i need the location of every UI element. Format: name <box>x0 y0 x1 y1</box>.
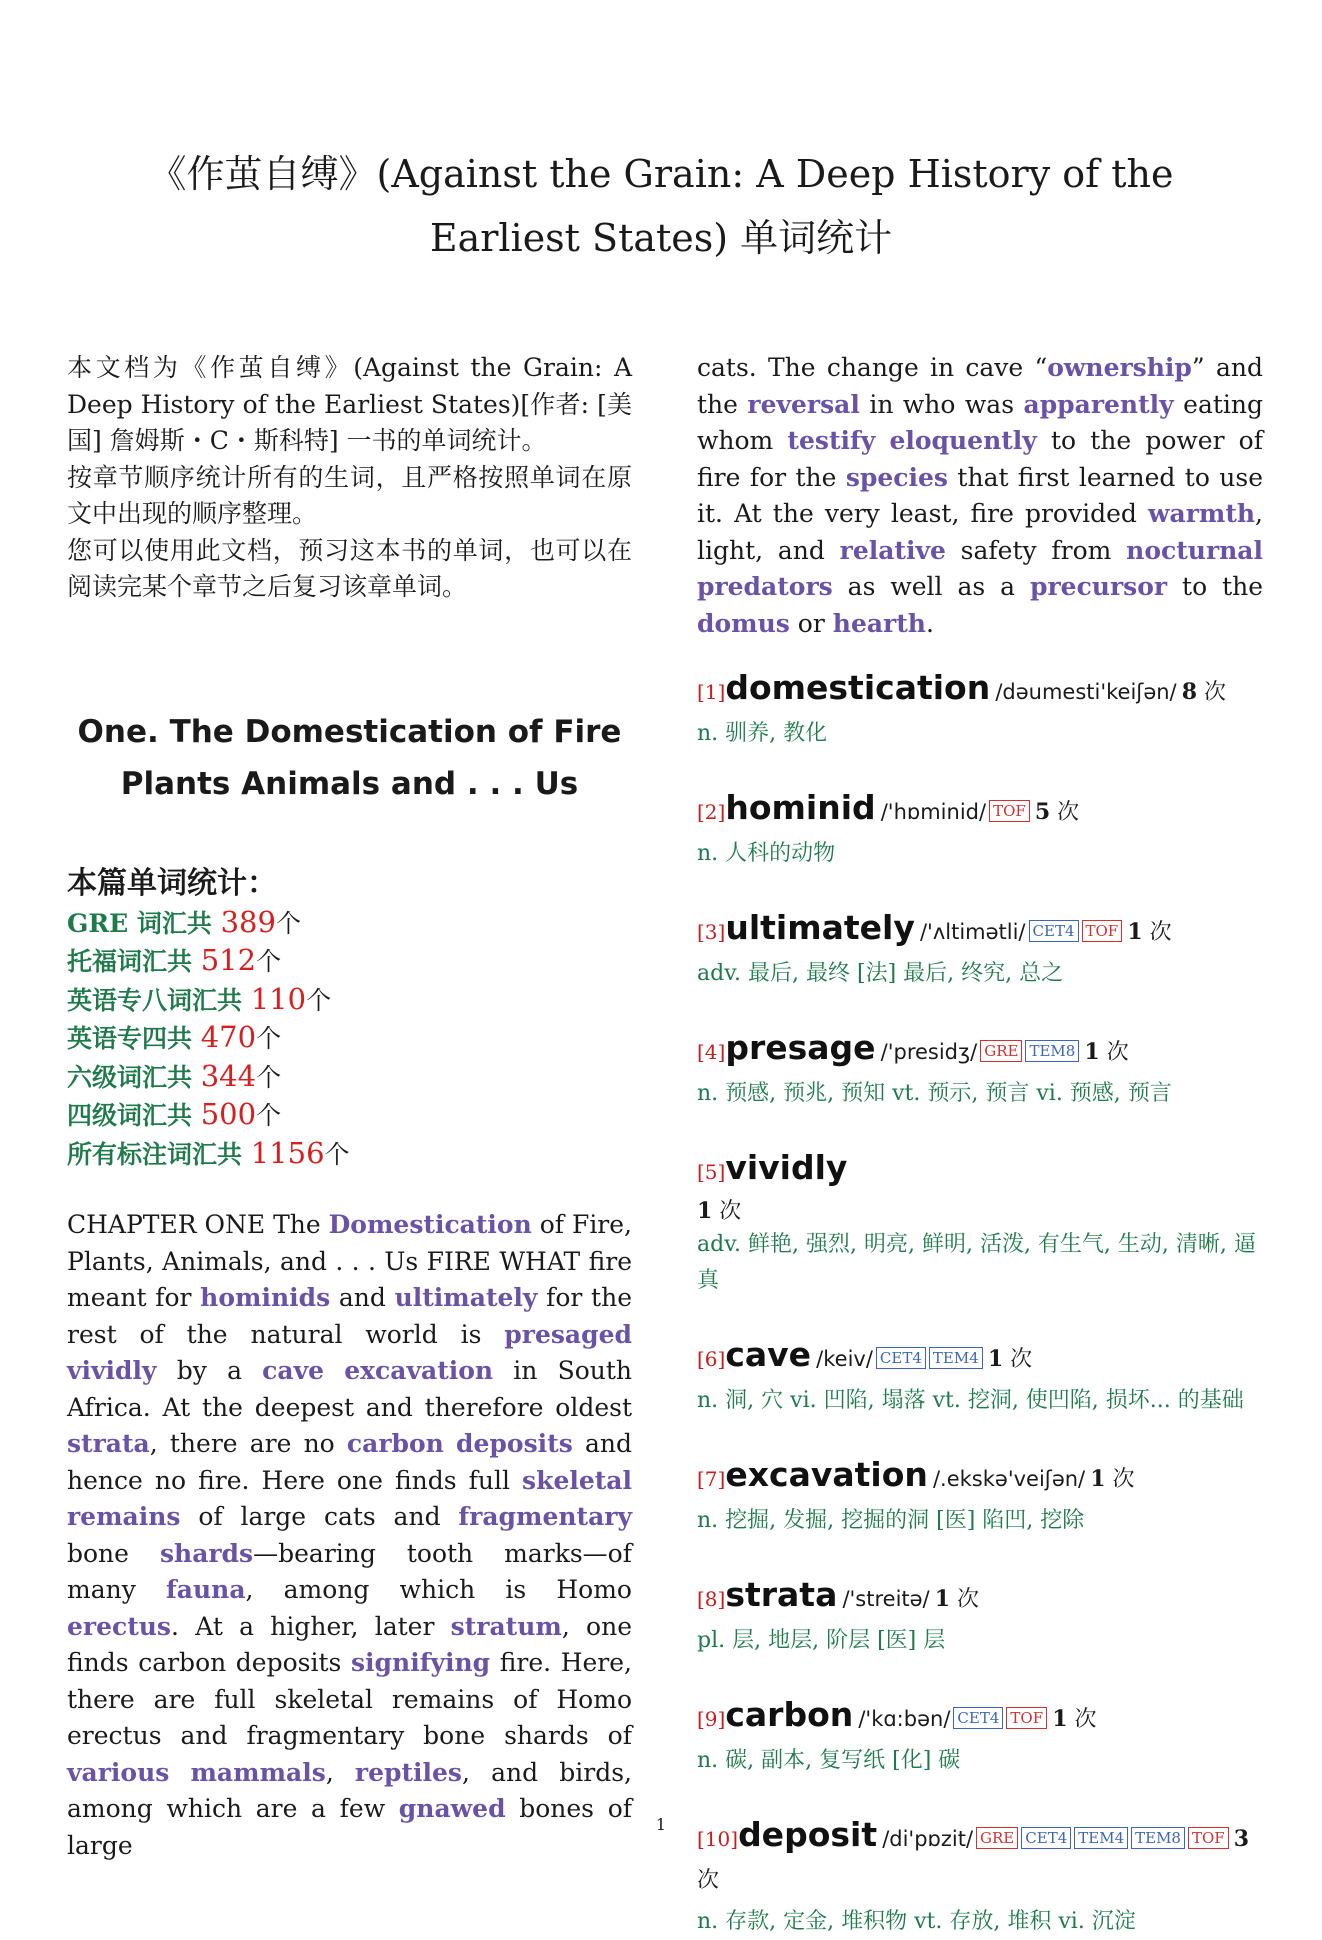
entry-pronunciation: /'hɒminid/ <box>880 800 987 824</box>
exam-tag: GRE <box>980 1040 1022 1062</box>
entry-definition: n. 碳, 副本, 复写纸 [化] 碳 <box>697 1748 961 1773</box>
stat-label: 英语专八词汇共 <box>67 985 251 1015</box>
intro-paragraph-3: 您可以使用此文档，预习这本书的单词，也可以在阅读完某个章节之后复习该章单词。 <box>67 535 632 601</box>
entry-pronunciation: /.ekskə'veiʃən/ <box>932 1467 1086 1491</box>
entry-definition: pl. 层, 地层, 阶层 [医] 层 <box>697 1628 946 1653</box>
entry-count <box>697 1194 1263 1225</box>
highlighted-word[interactable]: fragmentary <box>458 1502 632 1531</box>
stat-unit: 个 <box>256 947 282 976</box>
stat-label: 托福词汇共 <box>67 947 201 976</box>
highlighted-word[interactable]: strata <box>67 1429 150 1458</box>
entry-word: domestication <box>725 668 991 707</box>
highlighted-word[interactable]: precursor <box>1030 572 1168 601</box>
stat-row <box>67 942 632 981</box>
vocab-entry <box>697 1028 1263 1112</box>
count-value: 1 <box>1052 1706 1068 1732</box>
entry-word: carbon <box>725 1695 854 1734</box>
entry-word: cave <box>725 1335 812 1374</box>
exam-tag: TOF <box>1188 1827 1229 1849</box>
highlighted-word[interactable]: hearth <box>832 608 926 638</box>
entry-pronunciation: /dəumesti'keiʃən/ <box>995 680 1177 704</box>
highlighted-word[interactable]: signifying <box>350 1648 491 1677</box>
entry-header <box>697 1028 1263 1074</box>
highlighted-word[interactable]: hominids <box>200 1283 331 1312</box>
highlighted-word[interactable]: mammals <box>190 1757 326 1787</box>
stat-unit: 个 <box>256 1024 282 1053</box>
highlighted-word[interactable]: testify <box>787 426 876 455</box>
stat-unit: 个 <box>256 1062 282 1092</box>
highlighted-word[interactable]: remains <box>67 1502 181 1531</box>
chapter-title-line-1: One. The Domestication of Fire <box>77 713 622 750</box>
left-column <box>67 350 632 1864</box>
entry-word: deposit <box>738 1815 878 1854</box>
stat-unit: 个 <box>306 985 332 1015</box>
count-value: 5 <box>1034 799 1051 825</box>
exam-tag: TOF <box>1082 920 1123 942</box>
highlighted-word[interactable]: stratum <box>450 1611 562 1641</box>
entry-header <box>697 668 1263 714</box>
exam-tag: CET4 <box>876 1347 926 1369</box>
chapter-text-left: CHAPTER ONE The Domestication of Fire, Plants, Animals, and . . . Us FIRE WHAT fire meant for hominids and ultimately for the rest of the natural world is presaged vividly by a cave excavation in South Africa. At the deepest and therefore oldest strata, there are no carbon deposits and hence no fire. Here one finds full skeletal remains of large cats and fragmentary bone shards—bearing tooth marks—of many fauna, among which is Homo erectus. At a higher, later stratum, one finds carbon deposits signifying fire. Here, there are full skeletal remains of Homo erectus and fragmentary bone shards of various mammals, reptiles, and birds, among which are a few gnawed bones of large <box>67 1210 633 1860</box>
entry-word: ultimately <box>725 908 915 947</box>
highlighted-word[interactable]: excavation <box>344 1356 494 1385</box>
entry-index: [2] <box>697 800 726 824</box>
entry-definition: n. 存款, 定金, 堆积物 vt. 存放, 堆积 vi. 沉淀 <box>697 1909 1136 1934</box>
highlighted-word[interactable]: eloquently <box>889 426 1037 455</box>
count-unit: 次 <box>697 1868 720 1893</box>
entry-pronunciation: /'streitə/ <box>842 1587 930 1611</box>
stat-value: 110 <box>250 981 307 1016</box>
highlighted-word[interactable]: predators <box>697 572 833 601</box>
exam-tag: TOF <box>989 800 1030 822</box>
highlighted-word[interactable]: shards <box>159 1538 254 1568</box>
count-value: 3 <box>1233 1826 1250 1852</box>
entry-definition: n. 预感, 预兆, 预知 vt. 预示, 预言 vi. 预感, 预言 <box>697 1081 1172 1106</box>
entry-index: [1] <box>697 680 726 704</box>
vocab-entry <box>697 1335 1263 1419</box>
exam-tag: CET4 <box>1029 920 1079 942</box>
highlighted-word[interactable]: carbon <box>346 1429 444 1458</box>
count-unit: 次 <box>950 1587 980 1612</box>
stat-value: 512 <box>200 943 257 977</box>
count-value: 1 <box>697 1198 713 1224</box>
stat-row <box>67 1058 632 1097</box>
entry-pronunciation: /'presidʒ/ <box>880 1040 978 1064</box>
highlighted-word[interactable]: apparently <box>1023 389 1174 419</box>
stat-row <box>67 904 632 943</box>
entry-definition: adv. 鲜艳, 强烈, 明亮, 鲜明, 活泼, 有生气, 生动, 清晰, 逼真 <box>697 1232 1256 1293</box>
exam-tag: TEM8 <box>1025 1040 1079 1062</box>
stat-unit: 个 <box>256 1101 282 1130</box>
count-value: 1 <box>987 1346 1004 1372</box>
entry-index: [8] <box>697 1587 726 1611</box>
count-unit: 次 <box>1105 1467 1135 1492</box>
highlighted-word[interactable]: relative <box>839 535 946 565</box>
stat-label: 四级词汇共 <box>67 1101 201 1130</box>
highlighted-word[interactable]: Domestication <box>328 1210 532 1239</box>
highlighted-word[interactable]: cave <box>262 1356 325 1385</box>
count-unit: 次 <box>1003 1347 1033 1372</box>
stat-row <box>67 1135 632 1174</box>
stat-unit: 个 <box>275 908 301 938</box>
chapter-text-right: cats. The change in cave “ownership” and the reversal in who was apparently eating whom testify eloquently to the power of fire for the species that first learned to use it. At the very least, fire provided warmth, light, and relative safety from nocturnal predators as well as a precursor to the domus or hearth. <box>697 353 1264 638</box>
highlighted-word[interactable]: domus <box>697 608 790 638</box>
highlighted-word[interactable]: reptiles <box>354 1757 462 1787</box>
highlighted-word[interactable]: warmth <box>1147 499 1256 528</box>
stats-title: 本篇单词统计： <box>67 865 277 901</box>
entry-index: [3] <box>697 920 726 944</box>
highlighted-word[interactable]: deposits <box>456 1429 573 1458</box>
vocab-entry <box>697 788 1263 872</box>
stat-row <box>67 1019 632 1058</box>
exam-tag: CET4 <box>953 1707 1003 1729</box>
entry-header <box>697 1335 1263 1381</box>
count-unit: 次 <box>1197 680 1227 705</box>
highlighted-word[interactable]: ultimately <box>394 1283 538 1312</box>
highlighted-word[interactable]: presaged <box>504 1319 632 1349</box>
entry-index: [5] <box>697 1160 726 1184</box>
stat-unit: 个 <box>324 1139 350 1169</box>
entry-header <box>697 1575 1263 1621</box>
entry-index: [10] <box>697 1827 739 1851</box>
entry-pronunciation: /'kɑ:bən/ <box>858 1707 951 1731</box>
vocab-entry <box>697 1148 1263 1299</box>
highlighted-word[interactable]: reversal <box>747 389 860 419</box>
entry-word: excavation <box>725 1455 928 1494</box>
entry-pronunciation: /keiv/ <box>816 1347 873 1371</box>
entry-index: [7] <box>697 1467 726 1491</box>
stat-value: 1156 <box>250 1135 325 1170</box>
stat-value: 389 <box>220 904 276 939</box>
stat-label: 六级词汇共 <box>67 1062 201 1092</box>
exam-tag: TEM4 <box>1074 1827 1128 1849</box>
highlighted-word[interactable]: fauna <box>166 1575 246 1604</box>
vocab-entry <box>697 1695 1263 1779</box>
entry-header <box>697 788 1263 834</box>
exam-tag: TEM8 <box>1131 1827 1185 1849</box>
page-number: 1 <box>655 1815 667 1834</box>
exam-tag: CET4 <box>1021 1827 1071 1849</box>
stat-value: 470 <box>200 1020 257 1054</box>
entry-header <box>697 1455 1263 1501</box>
highlighted-word[interactable]: ownership <box>1047 353 1192 382</box>
entry-definition: n. 人科的动物 <box>697 841 836 866</box>
entry-definition: n. 驯养, 教化 <box>697 721 828 746</box>
stat-value: 344 <box>200 1058 257 1093</box>
highlighted-word[interactable]: nocturnal <box>1126 535 1263 565</box>
entry-definition: n. 挖掘, 发掘, 挖掘的洞 [医] 陷凹, 挖除 <box>697 1508 1085 1533</box>
entry-word: presage <box>725 1028 876 1067</box>
entry-definition: adv. 最后, 最终 [法] 最后, 终究, 总之 <box>697 961 1064 986</box>
right-column <box>697 350 1263 1940</box>
entry-pronunciation: /di'pɒzit/ <box>882 1827 974 1851</box>
count-value: 1 <box>1127 919 1143 945</box>
intro-paragraph-1: 本文档为《作茧自缚》(Against the Grain: A Deep History of the Earliest States)[作者: [美国] 詹姆斯・C・斯科特] 一书的单词统计。 <box>67 353 632 455</box>
entry-word: strata <box>725 1575 838 1614</box>
highlighted-word[interactable]: species <box>845 462 949 492</box>
count-unit: 次 <box>1050 800 1080 825</box>
chapter-title <box>67 706 632 810</box>
highlighted-word[interactable]: skeletal <box>522 1465 632 1495</box>
entry-header <box>697 908 1263 954</box>
stat-row <box>67 1096 632 1135</box>
entry-header <box>697 1695 1263 1741</box>
highlighted-word[interactable]: various <box>67 1757 170 1787</box>
count-value: 1 <box>934 1586 951 1612</box>
stat-label: GRE 词汇共 <box>67 908 221 938</box>
vocab-list <box>697 668 1263 1940</box>
exam-tag: TEM4 <box>929 1347 983 1369</box>
stats-list <box>67 904 632 1174</box>
entry-word: vividly <box>725 1148 848 1187</box>
intro-paragraph-2: 按章节顺序统计所有的生词，且严格按照单词在原文中出现的顺序整理。 <box>67 462 632 528</box>
highlighted-word[interactable]: gnawed <box>398 1794 506 1823</box>
count-unit: 次 <box>1067 1707 1097 1732</box>
chapter-title-line-2: Plants Animals and . . . Us <box>120 765 579 802</box>
entry-word: hominid <box>725 788 876 827</box>
highlighted-word[interactable]: erectus <box>67 1611 172 1641</box>
vocab-entry <box>697 1575 1263 1659</box>
exam-tag: TOF <box>1006 1707 1047 1729</box>
entry-index: [6] <box>697 1347 726 1371</box>
count-unit: 次 <box>712 1199 742 1224</box>
count-unit: 次 <box>1142 920 1172 945</box>
entry-definition: n. 洞, 穴 vi. 凹陷, 塌落 vt. 挖洞, 使凹陷, 损坏... 的基础 <box>697 1388 1244 1413</box>
exam-tag: GRE <box>976 1827 1018 1849</box>
highlighted-word[interactable]: vividly <box>67 1356 157 1385</box>
entry-index: [9] <box>697 1707 726 1731</box>
count-value: 1 <box>1090 1466 1106 1492</box>
vocab-entry <box>697 668 1263 752</box>
stat-value: 500 <box>200 1097 257 1131</box>
stat-label: 所有标注词汇共 <box>67 1139 251 1169</box>
stat-label: 英语专四共 <box>67 1024 201 1053</box>
entry-pronunciation: /'ʌltimətli/ <box>919 920 1026 944</box>
stat-row <box>67 981 632 1020</box>
vocab-entry <box>697 1455 1263 1539</box>
count-unit: 次 <box>1099 1040 1129 1065</box>
entry-index: [4] <box>697 1040 726 1064</box>
vocab-entry <box>697 908 1263 992</box>
page-title: 《作茧自缚》(Against the Grain: A Deep History of the Earliest States) 单词统计 <box>148 152 1174 260</box>
entry-header <box>697 1148 1263 1194</box>
count-value: 1 <box>1084 1039 1100 1065</box>
count-value: 8 <box>1181 679 1198 705</box>
